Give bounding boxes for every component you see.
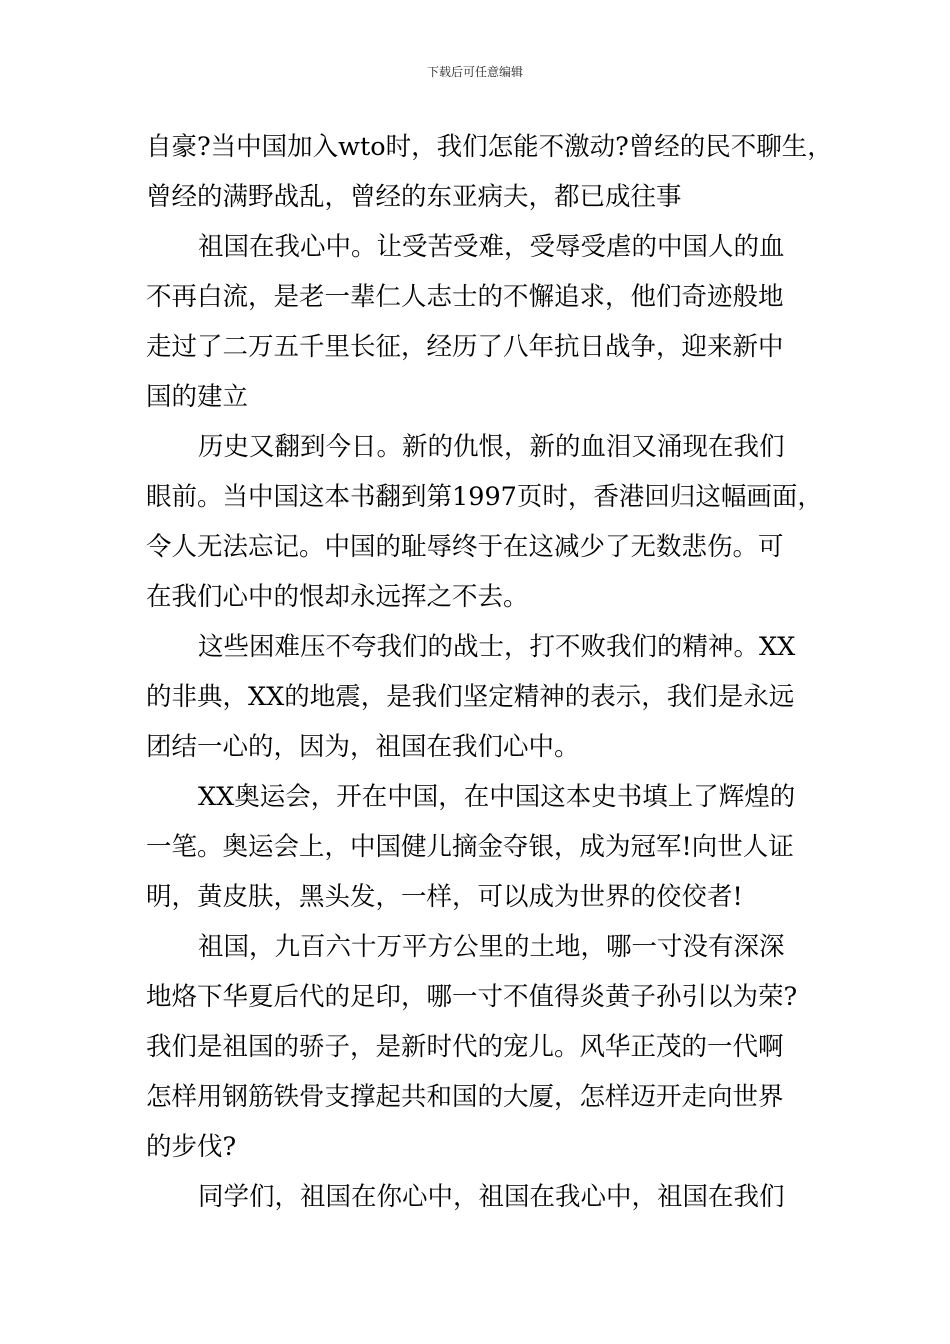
text-line: 的步伐? [146, 1132, 237, 1162]
paragraph [146, 222, 816, 422]
text-line: 这些困难压不夸我们的战士，打不败我们的精神。XX [198, 632, 796, 662]
text-line: 地烙下华夏后代的足印，哪一寸不值得炎黄子孙引以为荣? [146, 982, 798, 1012]
paragraph [146, 922, 816, 1172]
paragraph [146, 1172, 816, 1222]
text-line: 怎样用钢筋铁骨支撑起共和国的大厦，怎样迈开走向世界 [146, 1082, 784, 1112]
document-body [146, 122, 833, 1222]
paragraph [146, 622, 816, 772]
text-line: 不再白流，是老一辈仁人志士的不懈追求，他们奇迹般地 [146, 282, 784, 312]
text-line: 国的建立 [146, 382, 249, 412]
text-line: 团结一心的，因为，祖国在我们心中。 [146, 732, 580, 762]
text-line: XX奥运会，开在中国，在中国这本史书填上了辉煌的 [198, 782, 796, 812]
text-line: 在我们心中的恨却永远挥之不去。 [146, 582, 529, 612]
text-line: 同学们，祖国在你心中，祖国在我心中，祖国在我们 [198, 1182, 785, 1212]
text-line: 曾经的满野战乱，曾经的东亚病夫，都已成往事 [146, 182, 682, 212]
text-line: 一笔。奥运会上，中国健儿摘金夺银，成为冠军!向世人证 [146, 832, 794, 862]
text-line: 我们是祖国的骄子，是新时代的宠儿。风华正茂的一代啊 [146, 1032, 784, 1062]
text-line: 自豪?当中国加入wto时，我们怎能不激动?曾经的民不聊生， [146, 132, 833, 162]
text-line: 祖国，九百六十万平方公里的土地，哪一寸没有深深 [198, 932, 785, 962]
text-line: 祖国在我心中。让受苦受难，受辱受虐的中国人的血 [198, 232, 785, 262]
text-line: 令人无法忘记。中国的耻辱终于在这减少了无数悲伤。可 [146, 532, 784, 562]
paragraph [146, 122, 833, 222]
text-line: 的非典，XX的地震，是我们坚定精神的表示，我们是永远 [146, 682, 795, 712]
paragraph [146, 772, 816, 922]
text-line: 走过了二万五千里长征，经历了八年抗日战争，迎来新中 [146, 332, 784, 362]
text-line: 历史又翻到今日。新的仇恨，新的血泪又涌现在我们 [198, 432, 785, 462]
text-line: 明，黄皮肤，黑头发，一样，可以成为世界的佼佼者! [146, 882, 743, 912]
text-line: 眼前。当中国这本书翻到第1997页时，香港回归这幅画面， [146, 482, 823, 512]
paragraph [146, 422, 823, 622]
page-header: 下载后可任意编辑 [426, 65, 523, 79]
